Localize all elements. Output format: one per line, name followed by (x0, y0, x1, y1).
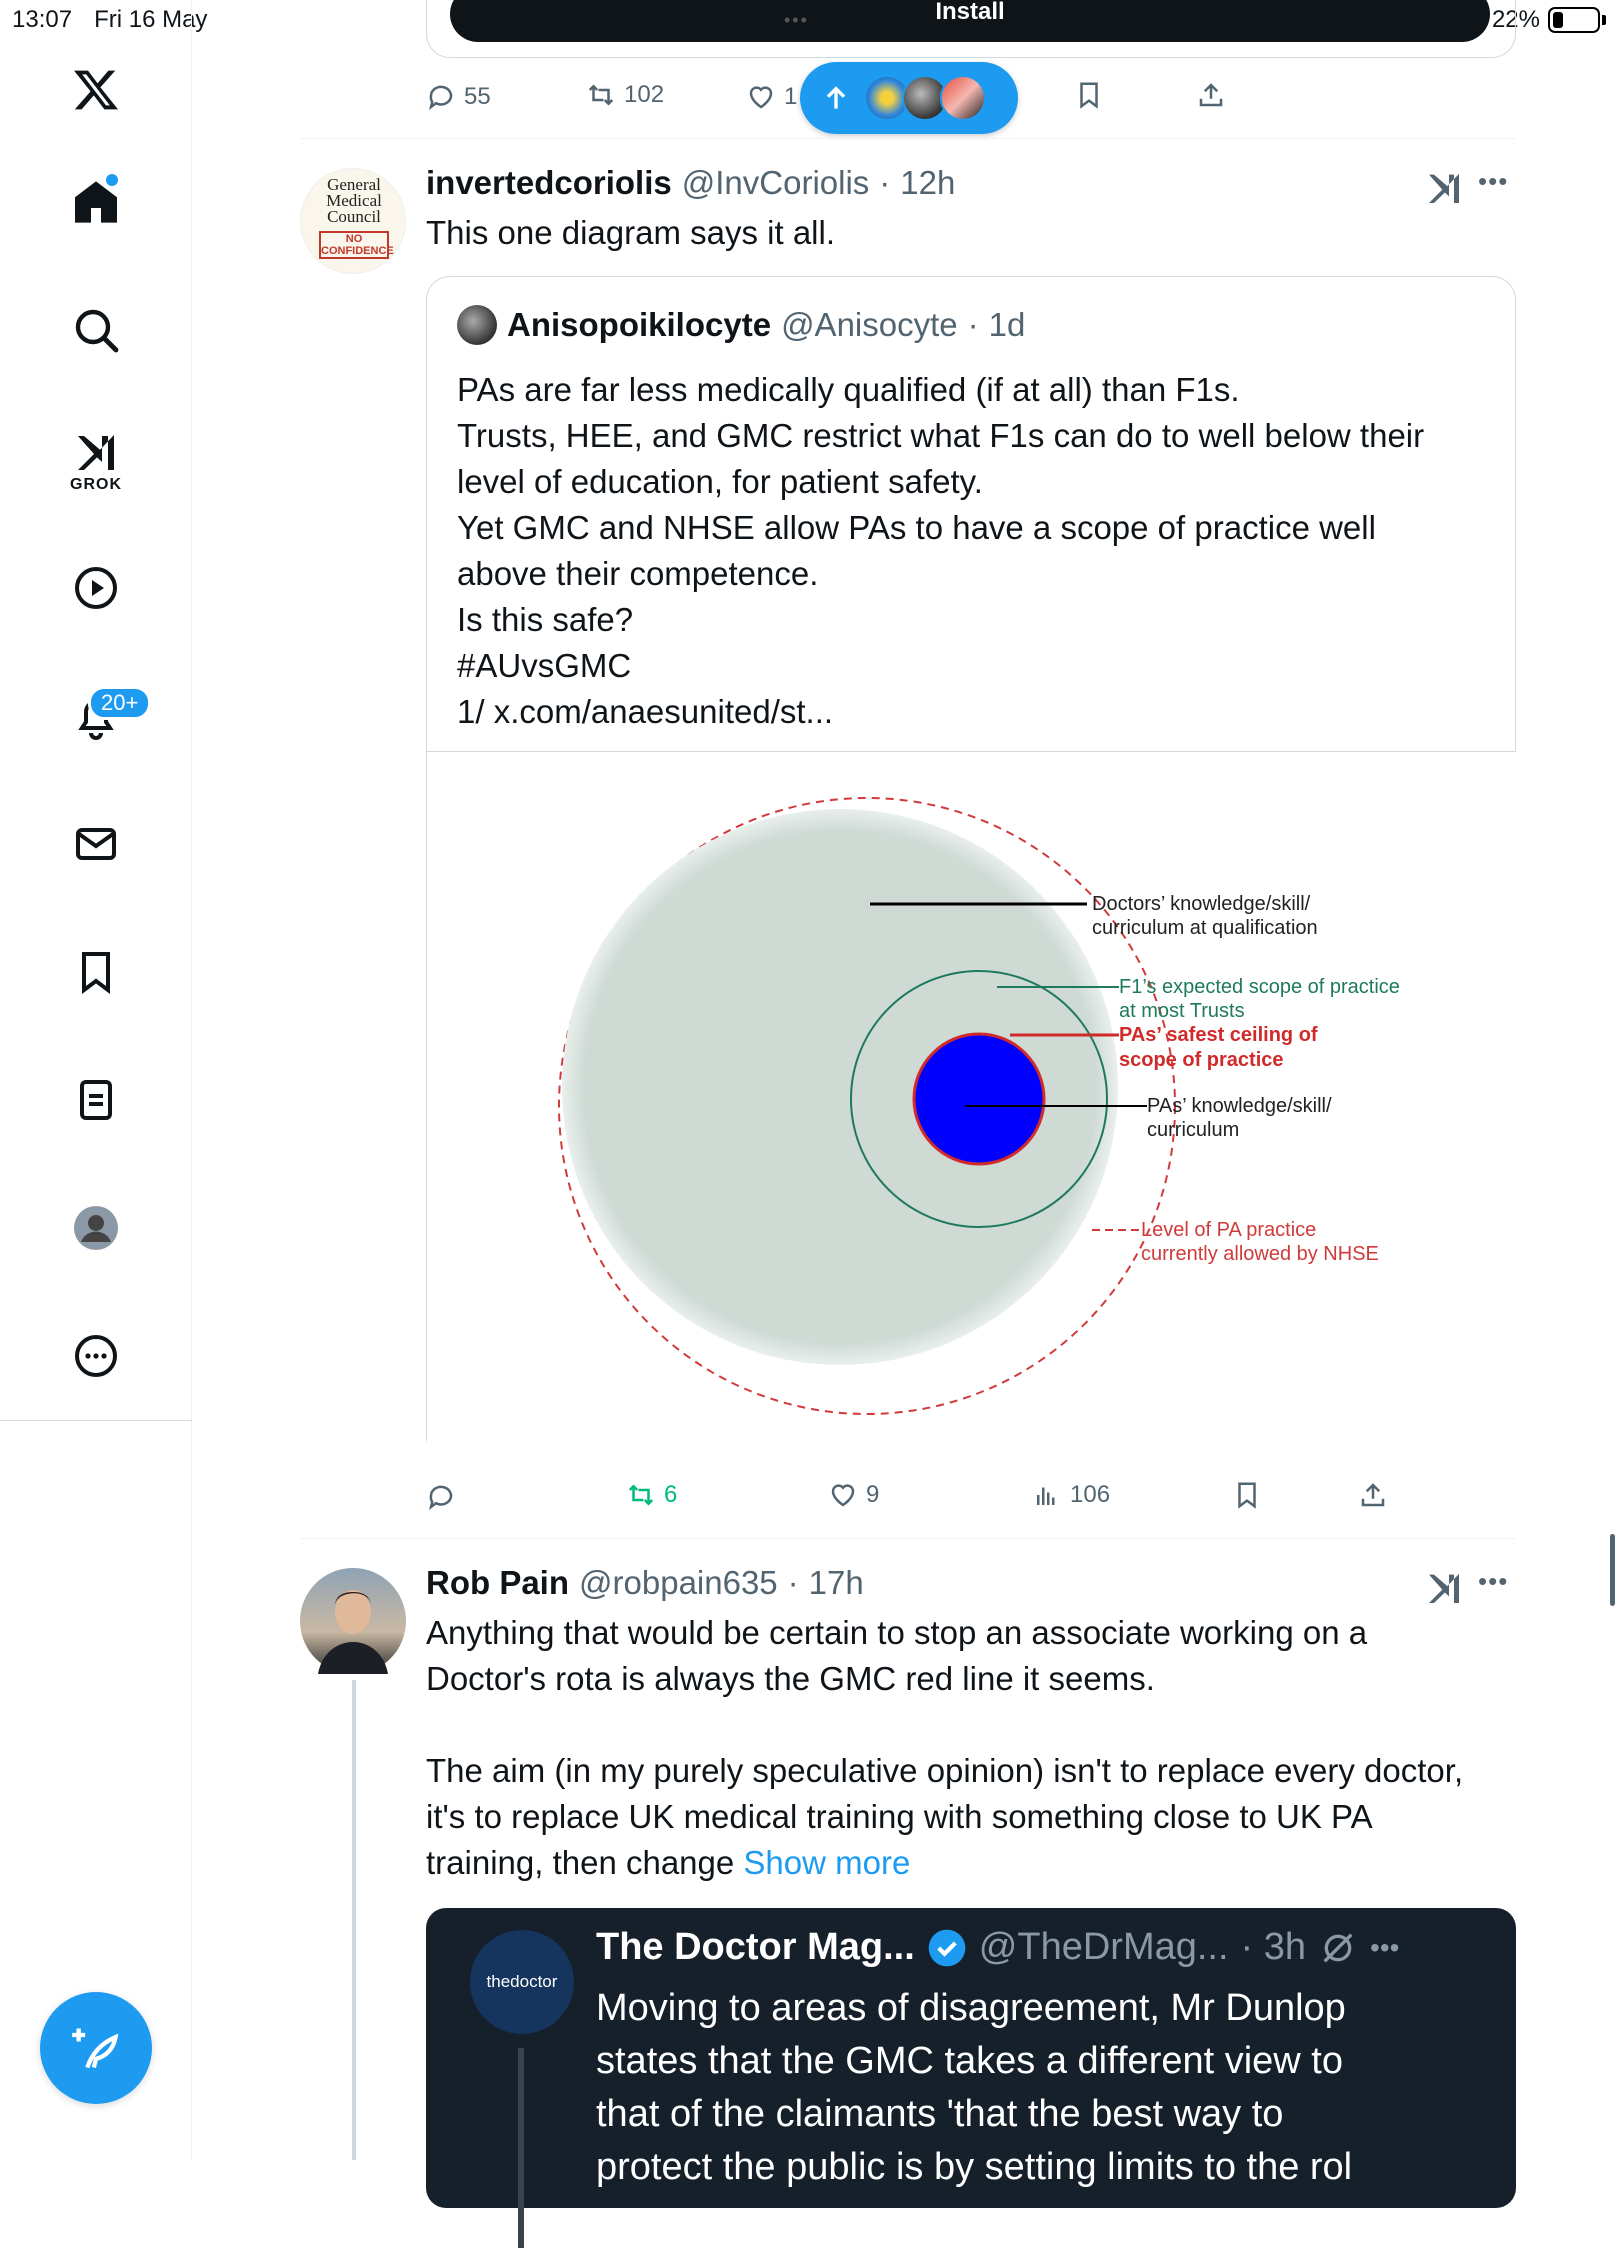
tweet-header: Rob Pain @robpain635 · 17h (426, 1564, 864, 1601)
share-icon (1358, 1480, 1388, 1510)
embedded-author-handle: @TheDrMag... (978, 1926, 1229, 1968)
quoted-tweet-card[interactable] (426, 276, 1516, 1460)
pa-ceiling-label-2: scope of practice (1119, 1049, 1284, 1071)
grabber-dots: ••• (784, 10, 809, 30)
grok-label: GROK (70, 476, 122, 493)
author-name[interactable]: invertedcoriolis (426, 164, 672, 201)
embedded-more-icon: ••• (1370, 1931, 1400, 1963)
repost-count: 102 (624, 81, 665, 108)
tweet-text: This one diagram says it all. (426, 214, 836, 251)
more-options-icon[interactable]: ••• (1478, 1566, 1509, 1596)
embedded-avatar: thedoctor (470, 1930, 574, 2034)
tweet-text: Anything that would be certain to stop an associate working on a Doctor's rota is always the GMC red line it seems. The aim (in my purely speculative opinion) isn't to replace every doctor, it's to replace UK medical training with something close to UK PA training, then change Show more (426, 1614, 1464, 1881)
share-icon (1196, 80, 1226, 110)
f1-scope-label-1: F1’s expected scope of practice (1119, 976, 1400, 998)
heart-icon (746, 82, 776, 112)
sidebar (0, 0, 192, 2160)
more-options-icon[interactable]: ••• (1478, 166, 1509, 196)
notifications-badge: 20+ (88, 686, 151, 720)
avatar[interactable]: General Medical Council NO CONFIDENCE (300, 168, 406, 274)
like-count: 1 (784, 83, 798, 110)
install-button[interactable]: Install (450, 0, 1490, 42)
author-handle[interactable]: @robpain635 (579, 1564, 778, 1601)
status-time: 13:07 (12, 6, 73, 33)
new-post-avatar (940, 75, 986, 121)
pa-knowledge-label-1: PAs’ knowledge/skill/ (1147, 1095, 1332, 1117)
repost-icon (626, 1480, 656, 1510)
thread-line (352, 1680, 356, 2160)
verified-badge-icon (927, 1928, 967, 1968)
quote-author-name: Anisopoikilocyte (507, 306, 772, 343)
compose-post-button[interactable] (40, 1992, 152, 2104)
embedded-author-name: The Doctor Mag... (596, 1926, 915, 1968)
reply-count: 55 (464, 83, 491, 110)
status-date: Fri 16 May (94, 6, 208, 33)
profile-avatar-icon[interactable] (68, 1200, 124, 1256)
grok-icon[interactable] (1424, 168, 1464, 208)
scope-of-practice-diagram[interactable] (427, 752, 1517, 1460)
bookmarks-icon[interactable] (68, 944, 124, 1000)
views-count: 106 (1070, 1481, 1111, 1508)
lists-icon[interactable] (68, 1072, 124, 1128)
reply-action[interactable] (426, 82, 491, 112)
search-icon[interactable] (68, 302, 124, 358)
quote-author-handle: @Anisocyte (781, 306, 958, 343)
nhse-level-label-1: Level of PA practice (1141, 1219, 1317, 1241)
author-handle[interactable]: @InvCoriolis (681, 164, 870, 201)
new-posts-pill[interactable] (800, 62, 1018, 134)
nhse-level-label-2: currently allowed by NHSE (1141, 1243, 1379, 1265)
reply-action[interactable] (426, 1482, 456, 1512)
pa-knowledge-circle (914, 1034, 1044, 1164)
f1-scope-label-2: at most Trusts (1119, 1000, 1245, 1022)
pa-knowledge-label-2: curriculum (1147, 1119, 1240, 1141)
like-action[interactable] (828, 1480, 879, 1510)
person-avatar-image (300, 1568, 406, 1674)
quote-time: 1d (988, 306, 1026, 343)
scrollbar[interactable] (1610, 1534, 1615, 1606)
heart-icon (828, 1480, 858, 1510)
embedded-image-card[interactable] (426, 1908, 1516, 2208)
show-more-link[interactable]: Show more (743, 1844, 911, 1881)
battery-icon (1548, 7, 1600, 33)
like-action[interactable] (746, 82, 797, 112)
bookmark-action[interactable] (1232, 1480, 1262, 1510)
bookmark-icon (1232, 1480, 1262, 1510)
embedded-header (596, 1926, 1399, 1969)
reply-icon (426, 82, 456, 112)
like-count: 9 (866, 1481, 880, 1508)
avatar[interactable] (300, 1568, 406, 1674)
bookmark-icon (1074, 80, 1104, 110)
embedded-text: Moving to areas of disagreement, Mr Dunlop states that the GMC takes a different view to that of the claimants 'that the best way to protect the public is by setting limits to the rol (596, 1987, 1353, 2188)
more-options-icon[interactable] (68, 1328, 124, 1384)
repost-action[interactable] (586, 80, 664, 110)
grok-icon[interactable] (68, 424, 124, 480)
embedded-time: · 3h (1240, 1926, 1307, 1968)
tweet-time[interactable]: 12h (900, 164, 956, 201)
battery-percent: 22% (1491, 6, 1540, 33)
share-action[interactable] (1358, 1480, 1388, 1510)
repost-count: 6 (664, 1481, 678, 1508)
quote-avatar (457, 305, 497, 345)
doctors-knowledge-label-1: Doctors’ knowledge/skill/ (1092, 893, 1311, 915)
grok-slash-icon (1318, 1928, 1358, 1968)
x-logo-icon[interactable] (68, 62, 124, 118)
arrow-up-icon (820, 82, 852, 114)
repost-icon (586, 80, 616, 110)
repost-action[interactable] (626, 1480, 677, 1510)
quote-text: PAs are far less medically qualified (if at all) than F1s. Trusts, HEE, and GMC restrict what F1s can do to well below their level of education, for patient safety. Yet GMC and NHSE allow PAs to have a scope of practice well above their competence. Is this safe? #AUvsGMC 1/ x.com/anaesunited/st... (457, 371, 1425, 730)
video-play-icon[interactable] (68, 560, 124, 616)
tweet-header: invertedcoriolis @InvCoriolis · 12h (426, 164, 956, 201)
feather-plus-icon (70, 2022, 122, 2074)
messages-envelope-icon[interactable] (68, 816, 124, 872)
quote-header: Anisopoikilocyte @Anisocyte · 1d (457, 305, 1025, 345)
grok-icon[interactable] (1424, 1568, 1464, 1608)
views-action[interactable] (1032, 1480, 1110, 1510)
home-unread-dot (106, 174, 118, 186)
doctors-knowledge-label-2: curriculum at qualification (1092, 917, 1318, 939)
tweet-time[interactable]: 17h (808, 1564, 864, 1601)
views-chart-icon (1032, 1480, 1062, 1510)
author-name[interactable]: Rob Pain (426, 1564, 570, 1601)
share-action[interactable] (1196, 80, 1226, 110)
pa-ceiling-label-1: PAs’ safest ceiling of (1119, 1024, 1318, 1046)
bookmark-action[interactable] (1074, 80, 1104, 110)
reply-icon (426, 1482, 456, 1512)
